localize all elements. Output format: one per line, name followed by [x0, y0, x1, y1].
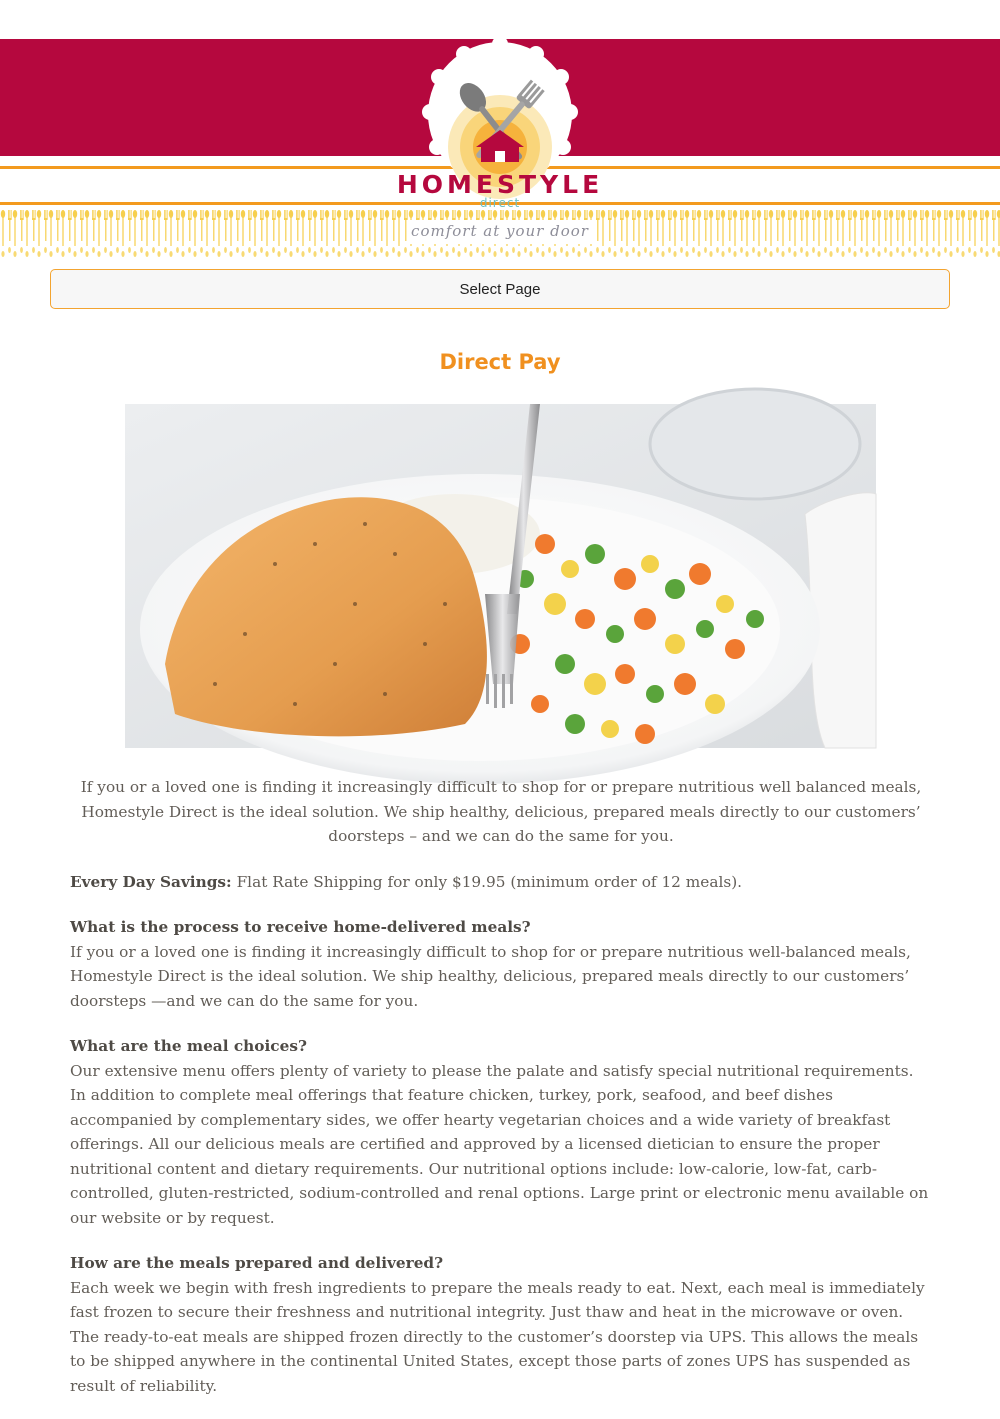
brand-tagline: comfort at your door [411, 222, 589, 240]
brand-subtitle: direct [479, 196, 521, 210]
faq-item [70, 1251, 932, 1398]
page-title: Direct Pay [439, 350, 561, 374]
site-header [0, 0, 1000, 262]
faq-question: What is the process to receive home-delivered meals? [70, 918, 531, 936]
brand-name: HOMESTYLE [396, 170, 604, 199]
savings-text: Flat Rate Shipping for only $19.95 (minimum order of 12 meals). [236, 872, 743, 891]
faq-answer: Our extensive menu offers plenty of variety to please the palate and satisfy special nutritional requirements. In addition to complete meal offerings that feature chicken, turkey, pork, seafood, and beef dishes accompanied by complementary sides, we offer hearty vegetarian choices and a wide variety of breakfast offerings. All our delicious meals are certified and approved by a licensed dietician to ensure the proper nutritional content and dietary requirements. Our nutritional options include: low-calorie, low-fat, carb-controlled, gluten-restricted, sodium-controlled and renal options. Large print or electronic menu available on our website or by request. [70, 1061, 929, 1227]
meal-photo-icon [125, 404, 876, 748]
faq-answer: If you or a loved one is finding it increasingly difficult to shop for or prepare nutritious well-balanced meals, Homestyle Direct is the ideal solution. We ship healthy, delicious, prepared meals directly to our customers’ doorsteps —and we can do the same for you. [70, 942, 911, 1010]
faq-question: How are the meals prepared and delivered? [70, 1254, 444, 1272]
faq-item [70, 1034, 932, 1230]
select-page-dropdown[interactable]: Select Page [50, 269, 950, 309]
hero-image [125, 404, 876, 748]
faq-question: What are the meal choices? [70, 1037, 307, 1055]
faq-answer: Each week we begin with fresh ingredients to prepare the meals ready to eat. Next, each meal is immediately fast frozen to secure their freshness and nutritional integrity. Just thaw and heat in the microwave or oven. The ready-to-eat meals are shipped frozen directly to the customer’s doorstep via UPS. This allows the meals to be shipped anywhere in the continental United States, except those parts of zones UPS has suspended as result of reliability. [70, 1278, 925, 1395]
intro-paragraph: If you or a loved one is finding it increasingly difficult to shop for or prepare nutritious well balanced meals, Homestyle Direct is the ideal solution. We ship healthy, delicious, prepared meals directly to our customers’ doorsteps – and we can do the same for you. [80, 778, 922, 845]
homestyle-logo[interactable] [380, 52, 620, 257]
savings-label: Every Day Savings: [70, 872, 232, 891]
article-body [70, 775, 932, 1419]
faq-item [70, 915, 932, 1013]
logo-emblem-icon [380, 52, 620, 182]
savings-paragraph [70, 870, 932, 895]
